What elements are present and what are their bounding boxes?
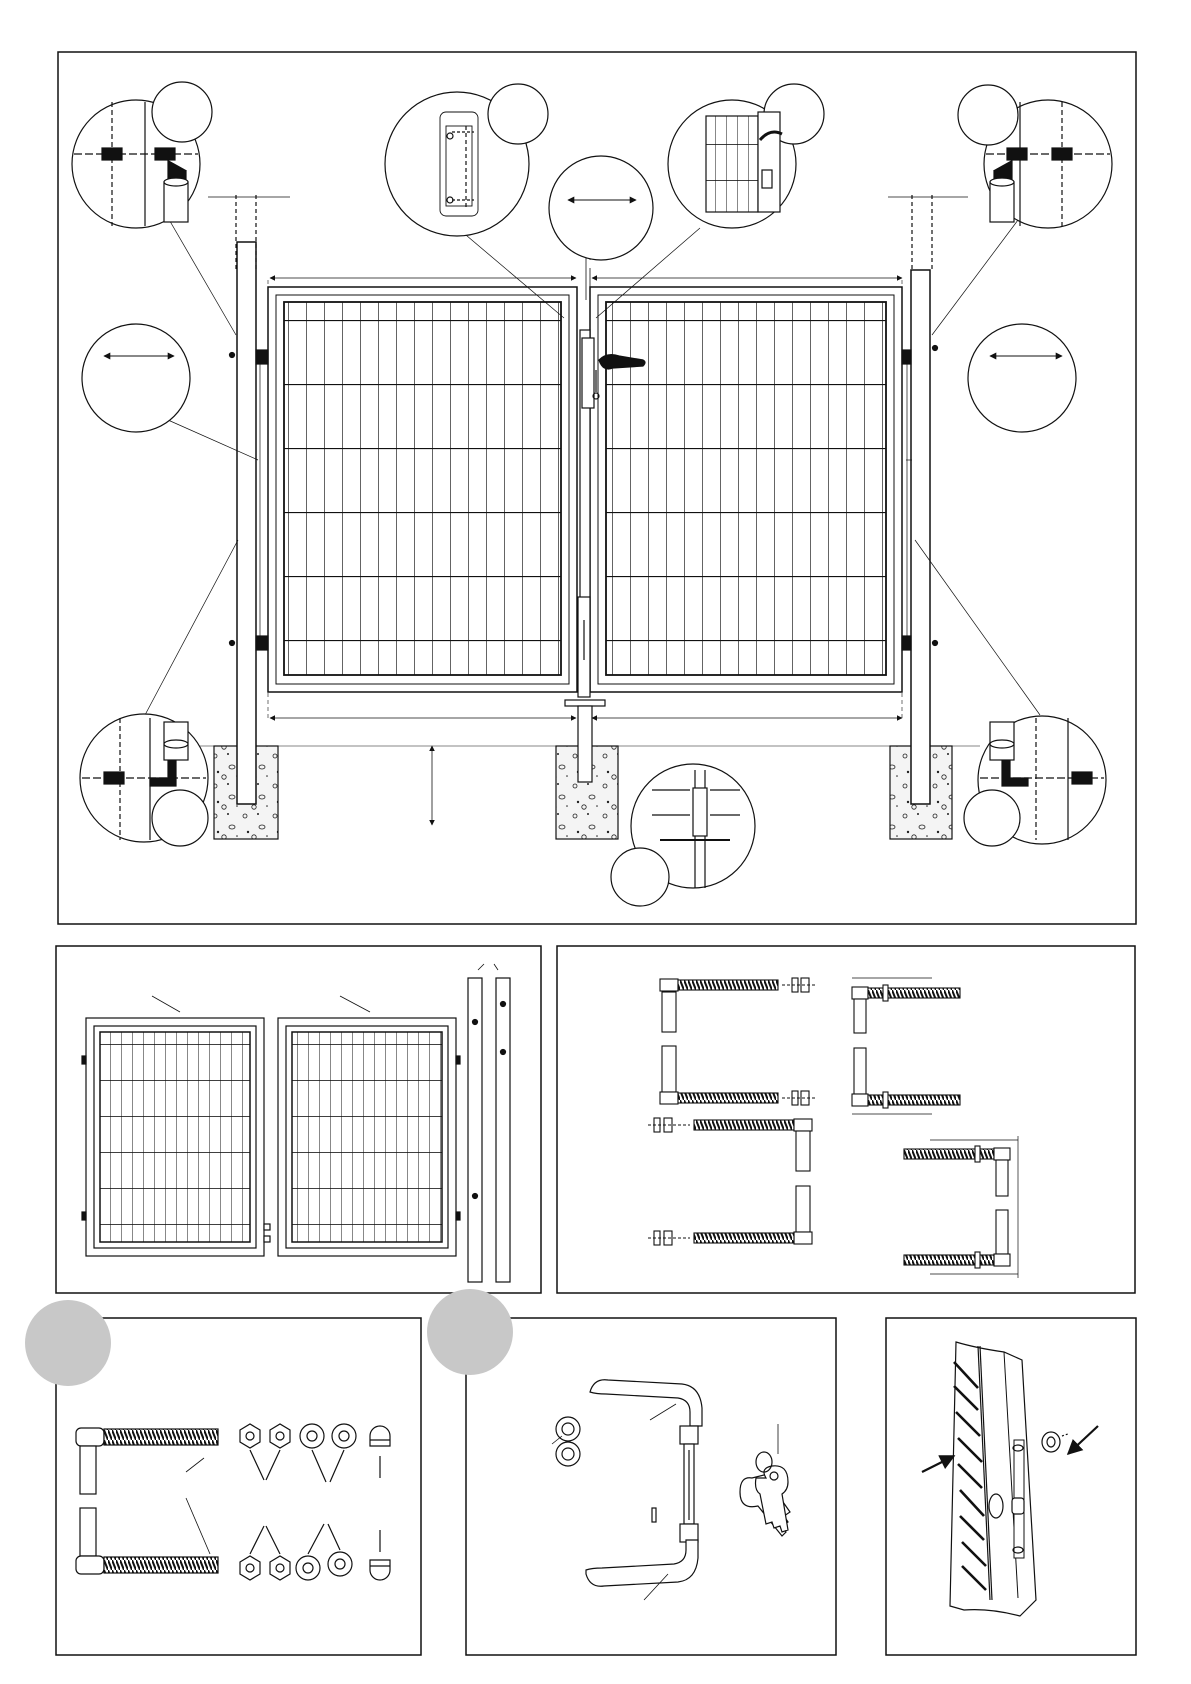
lock-cylinder-icon xyxy=(1042,1432,1068,1452)
gate-leaf-left-mesh xyxy=(284,302,561,675)
detail-hinge-bottom-left xyxy=(80,714,208,846)
key-icon xyxy=(740,1424,790,1536)
hinge-variant-c xyxy=(648,1118,812,1245)
hinge-variant-d xyxy=(904,1136,1018,1278)
panel-main-assembly xyxy=(58,52,1136,924)
detail-hinge-top-left xyxy=(72,82,212,228)
detail-drop-bolt xyxy=(611,764,755,906)
hinge-bolt-icon xyxy=(76,1428,218,1574)
step-badge-a xyxy=(25,1300,111,1386)
post-right xyxy=(911,270,930,804)
detail-lock-mesh xyxy=(668,84,824,228)
gate-leaf-right-mesh xyxy=(606,302,886,675)
hinge-variant-b xyxy=(852,978,960,1114)
detail-gap-center xyxy=(549,156,653,260)
post-left xyxy=(237,242,256,804)
panel-hardware-bolts xyxy=(25,1300,421,1655)
detail-gap-right xyxy=(968,324,1076,432)
detail-hinge-top-right xyxy=(958,85,1112,228)
detail-hinge-bottom-right xyxy=(964,716,1106,846)
hex-nut-icon xyxy=(240,1424,290,1580)
lock-cylinder-icon xyxy=(552,1417,580,1466)
cap-nut-icon xyxy=(370,1426,390,1580)
panel-lock-insert xyxy=(886,1318,1136,1655)
detail-handle-mount xyxy=(385,84,548,236)
panel-handle-and-lock xyxy=(427,1289,836,1655)
step-badge-b xyxy=(427,1289,513,1375)
lever-handle-icon xyxy=(586,1380,702,1600)
washer-icon xyxy=(296,1424,356,1580)
lock-box xyxy=(582,338,594,408)
detail-gap-left xyxy=(82,324,190,432)
hinge-variant-a xyxy=(660,978,815,1105)
panel-contents xyxy=(56,946,541,1293)
panel-hinge-variants xyxy=(557,946,1135,1293)
post-small-right xyxy=(496,978,510,1282)
